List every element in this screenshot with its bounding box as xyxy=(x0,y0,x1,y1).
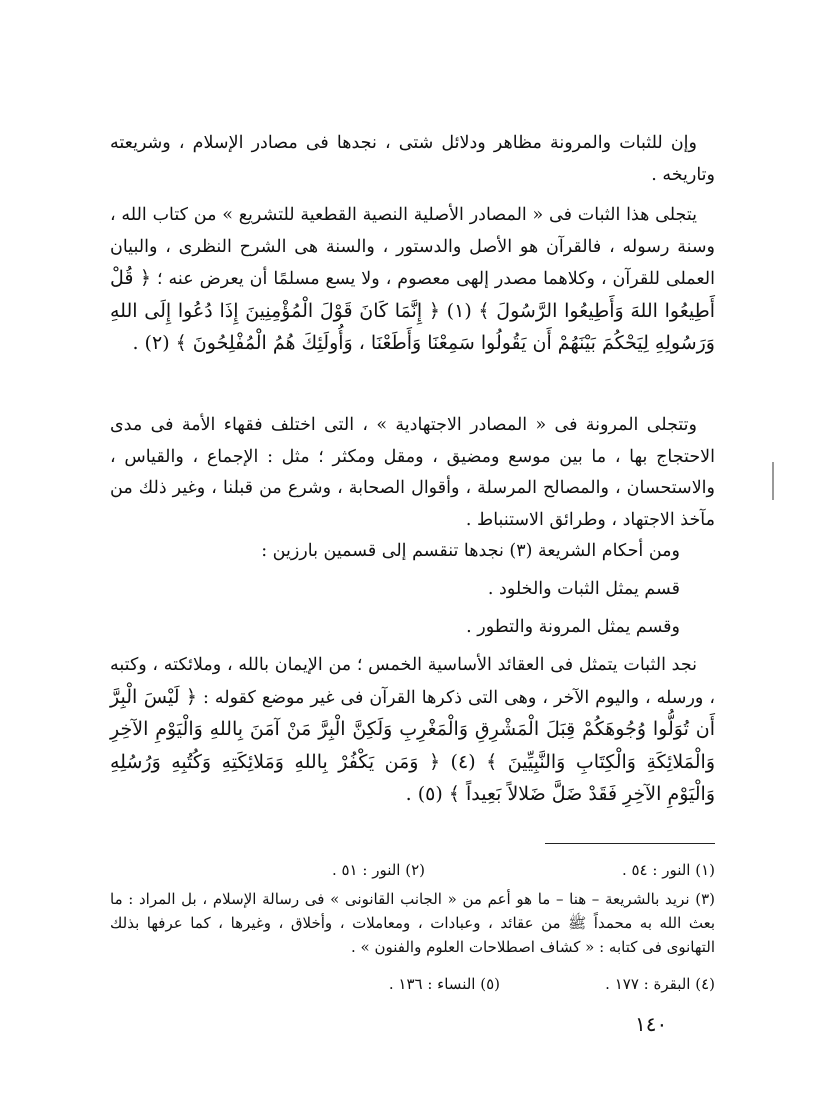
quran-verse: ﴿ قُلْ أَطِيعُوا اللهَ وَأَطِيعُوا الرَّسُولَ ﴾ (١) ﴿ إِنَّمَا كَانَ قَوْلَ الْمُؤْمِنِينَ إِذَا دُعُوا إِلَى اللهِ وَرَسُولِهِ لِيَحْكُمَ بَيْنَهُمْ أَن يَقُولُوا سَمِعْنَا وَأَطَعْنَا ، وَأُولَئِكَ هُمُ الْمُفْلِحُونَ ﴾ (٢) . xyxy=(110,267,715,354)
paragraph-text: وتتجلى المرونة فى « المصادر الاجتهادية » ، التى اختلف فقهاء الأمة فى مدى الاحتجاج بها ، ما بين موسع ومضيق ، ومقل ومكثر ؛ مثل : الإجماع ، والقياس ، والاستحسان ، والمصالح المرسلة ، وأقوال الصحابة ، وشرع من قبلنا ، وغير ذلك من مآخذ الاجتهاد ، وطرائق الاستنباط . xyxy=(110,415,715,530)
footnote-1: (١) النور : ٥٤ . xyxy=(621,861,715,879)
footnote-4: (٤) البقرة : ١٧٧ . xyxy=(605,975,715,993)
scan-mark xyxy=(772,462,774,500)
paragraph-sources-intro xyxy=(110,128,715,191)
line-flexible-section: وقسم يمثل المرونة والتطور . xyxy=(466,617,680,637)
footnote-5: (٥) النساء : ١٣٦ . xyxy=(388,975,500,993)
line-sharia-division: ومن أحكام الشريعة (٣) نجدها تنقسم إلى قسمين بارزين : xyxy=(261,541,680,561)
paragraph-text: وإن للثبات والمرونة مظاهر ودلائل شتى ، نجدها فى مصادر الإسلام ، وشريعته وتاريخه . xyxy=(110,133,715,185)
paragraph-fixed-sources xyxy=(110,200,715,361)
page-number: ١٤٠ xyxy=(635,1012,668,1036)
quran-verse: ﴿ لَيْسَ الْبِرَّ أَن تُوَلُّوا وُجُوهَكُمْ قِبَلَ الْمَشْرِقِ وَالْمَغْرِبِ وَلَكِنَّ الْبِرَّ مَنْ آمَنَ بِاللهِ وَالْيَوْمِ الآخِرِ وَالْمَلائِكَةِ وَالْكِتَابِ وَالنَّبِيِّينَ ﴾ (٤) ﴿ وَمَن يَكْفُرْ بِاللهِ وَمَلائِكَتِهِ وَكُتُبِهِ وَرُسُلِهِ وَالْيَوْمِ الآخِرِ فَقَدْ ضَلَّ ضَلالاً بَعِيداً ﴾ (٥) . xyxy=(110,685,715,805)
paragraph-flexible-sources xyxy=(110,410,715,536)
footnote-3: (٣) نريد بالشريعة – هنا – ما هو أعم من « الجانب القانونى » فى رسالة الإسلام ، بل المراد : ما بعث الله به محمداً ﷺ من عقائد ، وعبادات ، ومعاملات ، وأخلاق ، وغيرها ، كما عرفها بذلك التهانوى فى كتابه : « كشاف اصطلاحات العلوم والفنون » . xyxy=(110,890,715,956)
paragraph-text: يتجلى هذا الثبات فى « المصادر الأصلية النصية القطعية للتشريع » من كتاب الله ، وسنة رسوله ، فالقرآن هو الأصل والدستور ، والسنة هى الشرح النظرى ، والبيان العملى للقرآن ، وكلاهما مصدر إلهى معصوم ، ولا يسع مسلمًا أن يعرض عنه ؛ xyxy=(110,205,715,289)
paragraph-text: نجد الثبات يتمثل فى العقائد الأساسية الخمس ؛ من الإيمان بالله ، وملائكته ، وكتبه ، ورسله ، واليوم الآخر ، وهى التى ذكرها القرآن فى غير موضع كقوله : xyxy=(110,655,715,708)
footnote-separator xyxy=(545,843,715,844)
paragraph-beliefs xyxy=(110,650,715,812)
line-fixed-section: قسم يمثل الثبات والخلود . xyxy=(487,579,680,599)
footnote-2: (٢) النور : ٥١ . xyxy=(331,861,425,879)
